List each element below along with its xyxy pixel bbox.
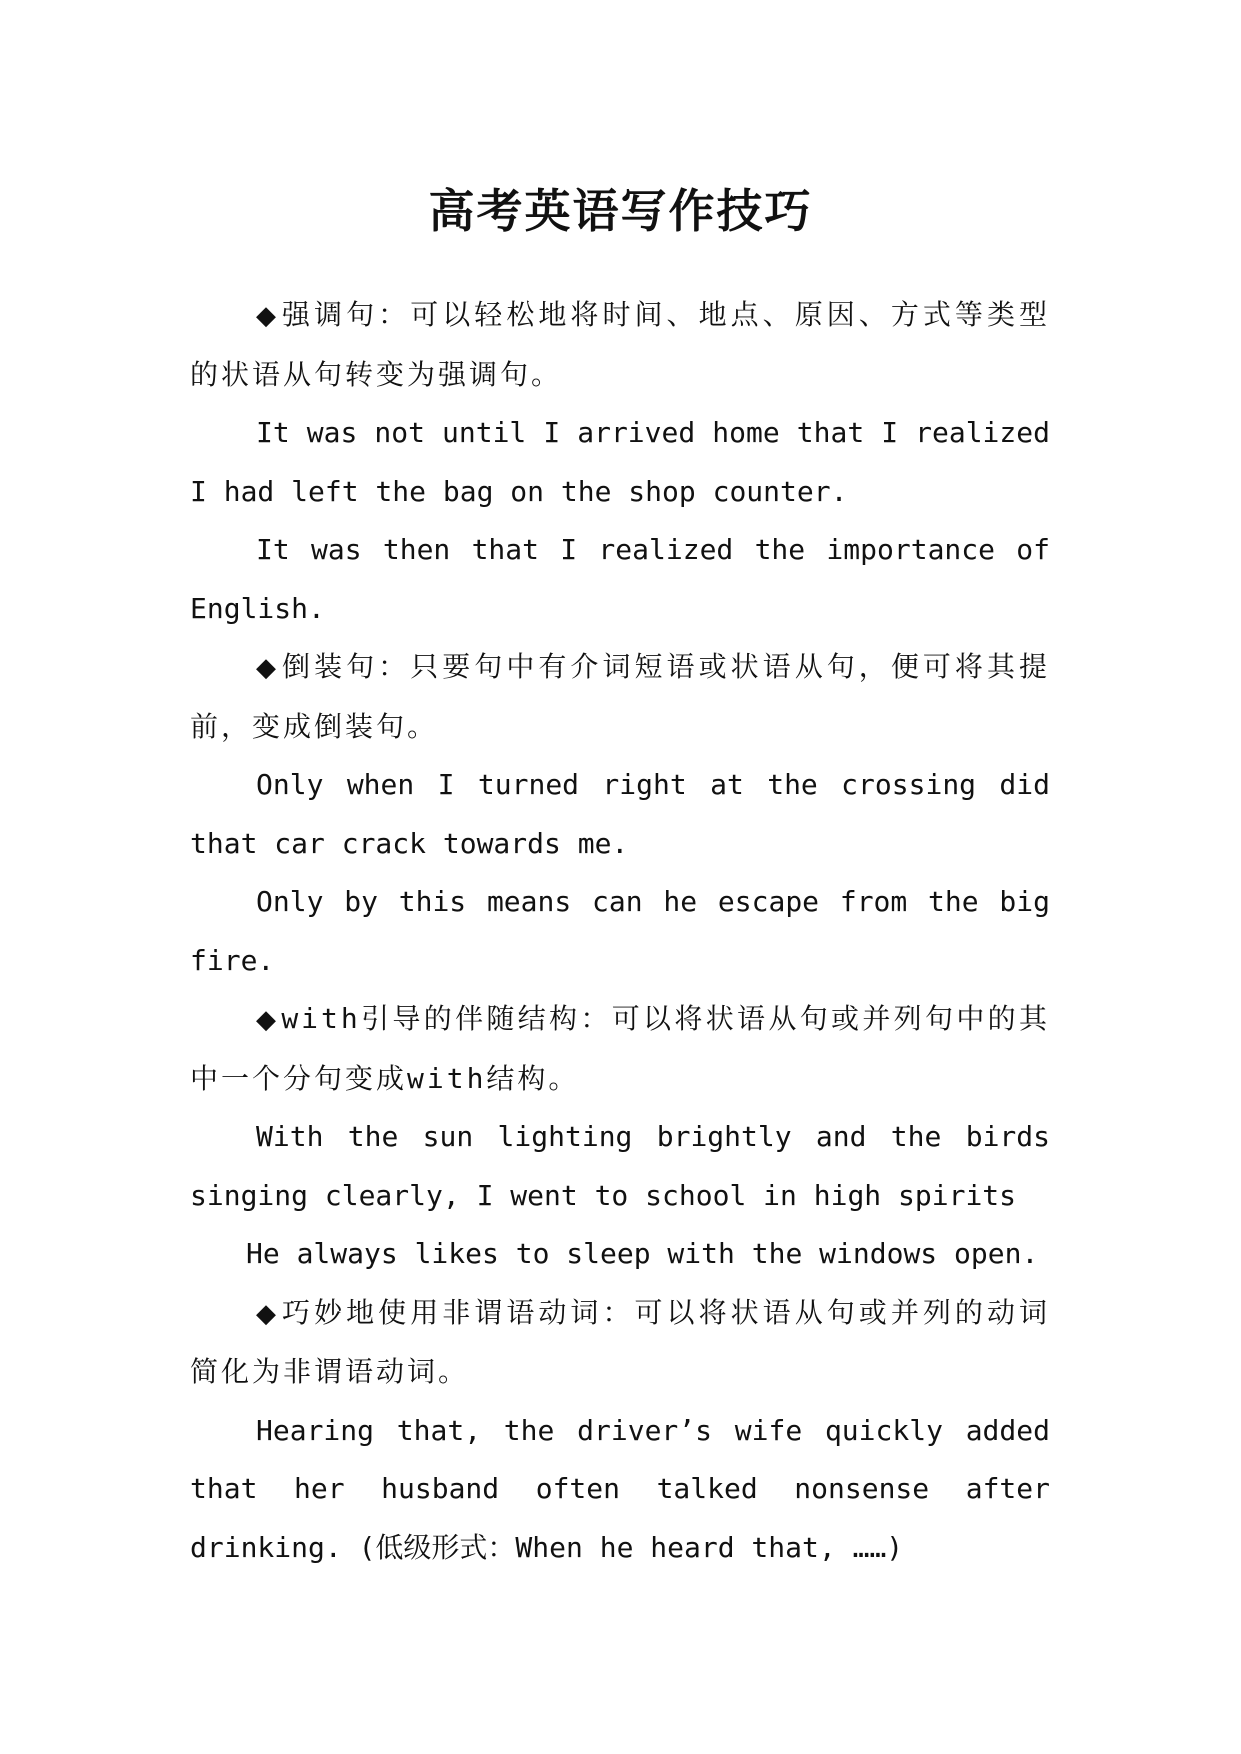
paragraph-example <box>190 1402 1050 1578</box>
paragraph-text: He always likes to sleep with the windows open. <box>246 1237 1039 1270</box>
diamond-bullet-icon: ◆ <box>256 653 281 683</box>
paragraph-text: It was then that I realized the importance of English. <box>190 533 1050 625</box>
paragraph-text: 巧妙地使用非谓语动词：可以将状语从句或并列的动词简化为非谓语动词。 <box>190 1295 1050 1388</box>
paragraph-example <box>190 1108 1050 1225</box>
document-body <box>190 286 1050 1577</box>
paragraph-with-structure <box>190 990 1050 1108</box>
paragraph-text: Only when I turned right at the crossing did that car crack towards me. <box>190 768 1050 860</box>
diamond-bullet-icon: ◆ <box>256 1005 280 1035</box>
paragraph-text: With the sun lighting brightly and the birds singing clearly, I went to school in high spirits <box>190 1120 1050 1212</box>
paragraph-example <box>190 1225 1050 1284</box>
paragraph-non-finite-verbs <box>190 1284 1050 1402</box>
paragraph-example <box>190 521 1050 638</box>
paragraph-text: 倒装句：只要句中有介词短语或状语从句，便可将其提前，变成倒装句。 <box>190 650 1050 743</box>
paragraph-text: 强调句：可以轻松地将时间、地点、原因、方式等类型的状语从句转变为强调句。 <box>190 298 1050 391</box>
paragraph-example <box>190 873 1050 990</box>
paragraph-emphatic-sentence <box>190 286 1050 404</box>
paragraph-example <box>190 404 1050 521</box>
paragraph-example <box>190 756 1050 873</box>
diamond-bullet-icon: ◆ <box>256 301 281 331</box>
document-title: 高考英语写作技巧 <box>428 183 813 238</box>
paragraph-inversion <box>190 638 1050 756</box>
diamond-bullet-icon: ◆ <box>256 1298 281 1329</box>
paragraph-text: with引导的伴随结构：可以将状语从句或并列句中的其中一个分句变成with结构。 <box>190 1002 1050 1095</box>
paragraph-text: Only by this means can he escape from the big fire. <box>190 885 1050 977</box>
paragraph-text: It was not until I arrived home that I realized I had left the bag on the shop counter. <box>190 416 1050 508</box>
paragraph-text: Hearing that, the driver’s wife quickly added that her husband often talked nonsense after drinking. (低级形式：When he heard that, ……) <box>190 1413 1050 1564</box>
